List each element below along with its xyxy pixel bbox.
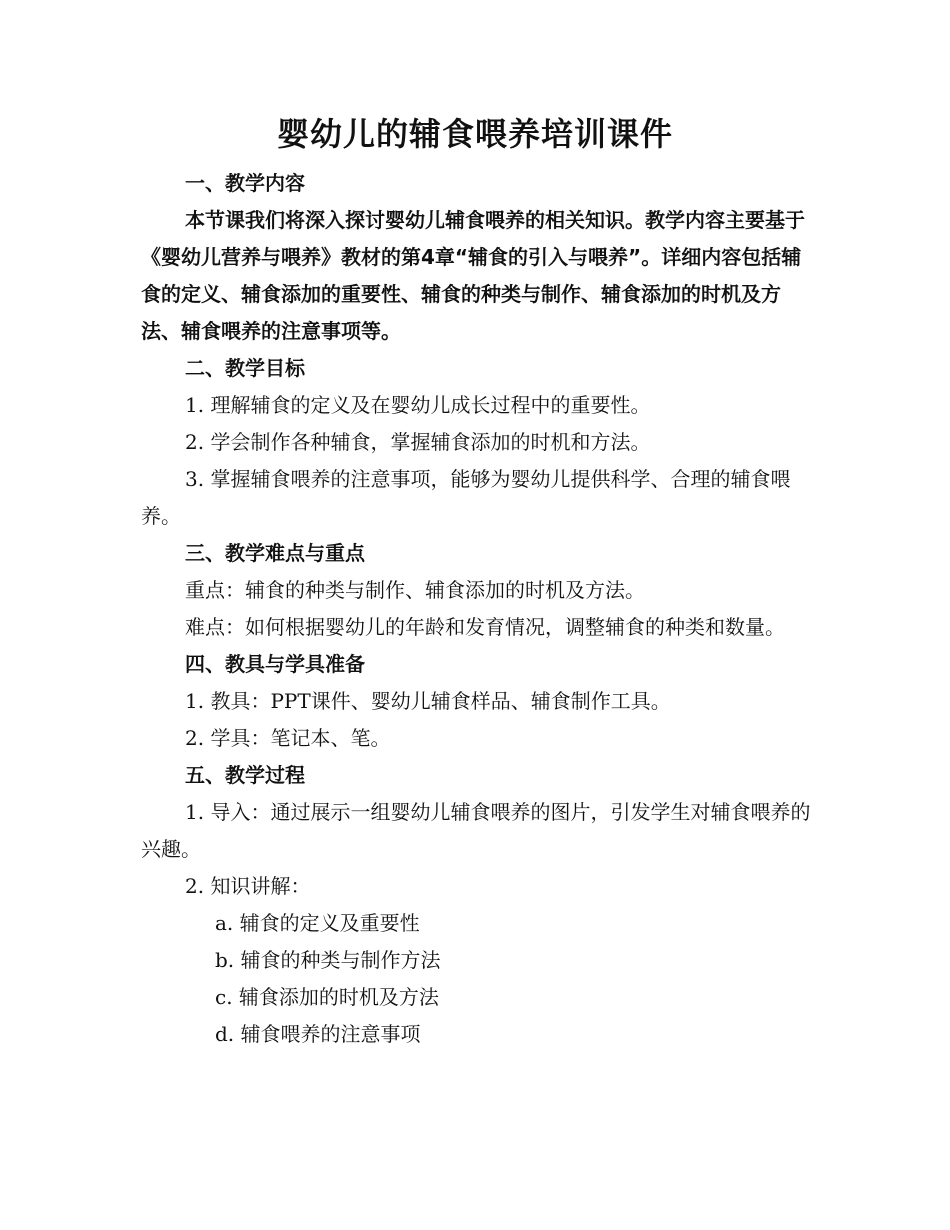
- key-point-difficulty: 难点：如何根据婴幼儿的年龄和发育情况，调整辅食的种类和数量。: [185, 615, 785, 639]
- section-heading-teaching-content: 一、教学内容: [185, 171, 305, 195]
- section-heading-teaching-goals: 二、教学目标: [185, 356, 305, 380]
- process-item: 1. 导入：通过展示一组婴幼儿辅食喂养的图片，引发学生对辅食喂养的兴趣。: [141, 800, 811, 861]
- materials-item: 2. 学具：笔记本、笔。: [185, 726, 391, 750]
- materials-item: 1. 教具：PPT课件、婴幼儿辅食样品、辅食制作工具。: [185, 689, 671, 713]
- section-heading-key-points: 三、教学难点与重点: [185, 541, 365, 565]
- goal-item: 1. 理解辅食的定义及在婴幼儿成长过程中的重要性。: [185, 393, 651, 417]
- section-heading-teaching-process: 五、教学过程: [185, 763, 305, 787]
- section-heading-materials: 四、教具与学具准备: [185, 652, 365, 676]
- process-subitem: a. 辅食的定义及重要性: [215, 911, 420, 935]
- process-subitem: d. 辅食喂养的注意事项: [215, 1022, 421, 1046]
- key-point-focus: 重点：辅食的种类与制作、辅食添加的时机及方法。: [185, 578, 645, 602]
- process-item: 2. 知识讲解：: [185, 874, 311, 898]
- document-body: [141, 165, 811, 1053]
- document-title: 婴幼儿的辅食喂养培训课件: [276, 115, 673, 153]
- process-subitem: c. 辅食添加的时机及方法: [215, 985, 439, 1009]
- goal-item: 3. 掌握辅食喂养的注意事项，能够为婴幼儿提供科学、合理的辅食喂养。: [141, 467, 791, 528]
- process-subitem: b. 辅食的种类与制作方法: [215, 948, 441, 972]
- goal-item: 2. 学会制作各种辅食，掌握辅食添加的时机和方法。: [185, 430, 651, 454]
- teaching-content-paragraph: 本节课我们将深入探讨婴幼儿辅食喂养的相关知识。教学内容主要基于《婴幼儿营养与喂养》教材的第4章“辅食的引入与喂养”。详细内容包括辅食的定义、辅食添加的重要性、辅食的种类与制作、辅食添加的时机及方法、辅食喂养的注意事项等。: [141, 208, 805, 343]
